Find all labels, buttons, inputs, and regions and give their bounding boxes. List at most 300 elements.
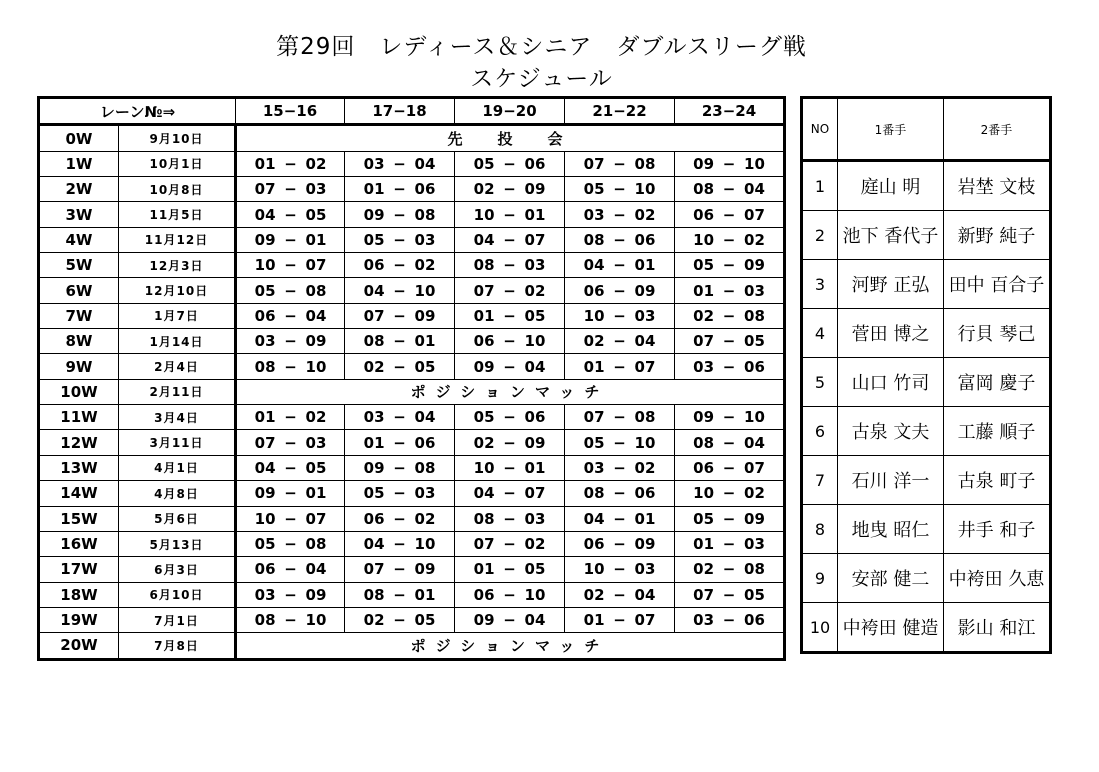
team-a-number: 07 [473,535,495,554]
pair-dash: − [393,281,406,300]
second-player: 井手 和子 [944,505,1051,554]
team-b-number: 08 [305,281,327,300]
team-a-number: 05 [363,484,385,503]
team-b-number: 07 [305,509,327,528]
pair-dash: − [722,357,736,376]
schedule-row [39,329,785,354]
week-cell: 16W [39,531,119,556]
team-b-number: 02 [744,230,765,249]
pairing-cell [675,151,785,176]
date-cell: 3月4日 [119,405,236,430]
pairing-cell [236,506,345,531]
team-a-number: 06 [254,306,276,325]
team-row [802,456,1051,505]
pairing-cell [455,303,565,328]
schedule-row [39,253,785,278]
team-b-number: 05 [744,332,765,351]
event-cell: 先 投 会 [236,125,785,151]
pairing-cell [565,303,675,328]
team-a-number: 05 [473,154,495,173]
pair-dash: − [613,458,626,477]
team-a-number: 06 [363,256,385,275]
team-b-number: 09 [744,256,765,275]
date-cell: 6月3日 [119,557,236,582]
team-b-number: 05 [414,611,436,630]
team-a-number: 04 [583,256,605,275]
pair-dash: − [503,560,516,579]
pair-dash: − [284,205,297,224]
team-a-number: 02 [693,560,715,579]
team-a-number: 03 [583,205,605,224]
week-cell: 10W [39,379,119,404]
team-a-number: 03 [254,332,276,351]
team-a-number: 02 [363,357,385,376]
pairing-cell [565,607,675,632]
pair-dash: − [613,281,626,300]
team-b-number: 09 [524,433,546,452]
pairing-cell [455,531,565,556]
pairing-cell [345,582,455,607]
pair-dash: − [393,357,406,376]
team-b-number: 07 [634,357,656,376]
pair-dash: − [613,611,626,630]
pair-dash: − [393,560,406,579]
pairing-cell [236,202,345,227]
date-cell: 9月10日 [119,125,236,151]
pair-dash: − [613,408,626,427]
pairing-cell [236,329,345,354]
team-b-number: 06 [744,357,765,376]
date-cell: 11月5日 [119,202,236,227]
event-cell: ポジションマッチ [236,379,785,404]
team-b-number: 05 [524,560,546,579]
pairing-cell [236,430,345,455]
pairing-cell [455,329,565,354]
team-a-number: 01 [583,611,605,630]
pairing-cell [675,481,785,506]
team-b-number: 10 [305,611,327,630]
team-row [802,505,1051,554]
pairing-cell [455,253,565,278]
team-b-number: 10 [634,433,656,452]
date-cell: 6月10日 [119,582,236,607]
pair-dash: − [393,408,406,427]
pairing-cell [455,354,565,379]
pairing-cell [236,481,345,506]
pairing-cell [565,481,675,506]
pair-dash: − [284,535,297,554]
team-a-number: 10 [254,509,276,528]
team-b-number: 10 [524,332,546,351]
team-b-number: 06 [524,154,546,173]
pair-dash: − [393,256,406,275]
team-a-number: 07 [363,560,385,579]
date-cell: 4月8日 [119,481,236,506]
players-header-row [802,98,1051,161]
pair-dash: − [393,180,406,199]
week-cell: 7W [39,303,119,328]
pairing-cell [455,557,565,582]
pairing-cell [455,607,565,632]
team-number: 8 [802,505,838,554]
pair-dash: − [722,230,736,249]
second-player: 田中 百合子 [944,260,1051,309]
pair-dash: − [503,484,516,503]
pair-dash: − [722,433,736,452]
pair-dash: − [722,535,736,554]
date-cell: 5月13日 [119,531,236,556]
pairing-cell [675,531,785,556]
team-a-number: 10 [583,306,605,325]
team-b-number: 03 [634,560,656,579]
team-row [802,407,1051,456]
week-cell: 20W [39,633,119,659]
team-b-number: 10 [414,535,436,554]
pairing-cell [565,506,675,531]
team-b-number: 04 [305,560,327,579]
pairing-cell [236,531,345,556]
pairing-cell [345,481,455,506]
team-a-number: 01 [473,306,495,325]
pair-dash: − [393,306,406,325]
team-b-number: 10 [744,408,765,427]
pairing-cell [236,582,345,607]
pairing-cell [236,227,345,252]
pairing-cell [455,481,565,506]
team-b-number: 01 [414,332,436,351]
team-a-number: 03 [693,611,715,630]
team-b-number: 09 [634,281,656,300]
first-player: 中袴田 健造 [838,603,944,653]
lane-header: 19−20 [455,98,565,125]
pairing-cell [455,506,565,531]
pair-dash: − [284,281,297,300]
first-player: 古泉 文夫 [838,407,944,456]
team-a-number: 09 [363,205,385,224]
pairing-cell [455,151,565,176]
pair-dash: − [393,585,406,604]
team-a-number: 03 [363,154,385,173]
pair-dash: − [722,458,736,477]
pair-dash: − [284,408,297,427]
team-b-number: 10 [744,154,765,173]
team-a-number: 04 [473,484,495,503]
pair-dash: − [284,458,297,477]
second-player: 工藤 順子 [944,407,1051,456]
team-b-number: 02 [524,281,546,300]
pairing-cell [236,151,345,176]
pairing-cell [675,557,785,582]
pair-dash: − [503,230,516,249]
team-b-number: 01 [414,585,436,604]
pair-dash: − [722,484,736,503]
team-a-number: 10 [254,256,276,275]
week-cell: 18W [39,582,119,607]
team-a-number: 08 [583,484,605,503]
pair-dash: − [284,560,297,579]
team-a-number: 08 [473,509,495,528]
team-a-number: 01 [254,154,276,173]
pair-dash: − [613,560,626,579]
team-a-number: 10 [693,484,715,503]
pairing-cell [455,227,565,252]
team-a-number: 07 [583,154,605,173]
team-a-number: 02 [583,332,605,351]
pair-dash: − [393,458,406,477]
schedule-table [37,96,786,661]
team-a-number: 03 [363,408,385,427]
team-b-number: 04 [524,357,546,376]
team-row [802,554,1051,603]
pairing-cell [565,253,675,278]
team-a-number: 07 [363,306,385,325]
team-a-number: 05 [254,281,276,300]
pairing-cell [345,278,455,303]
schedule-row [39,633,785,659]
team-b-number: 08 [634,408,656,427]
pairing-cell [236,177,345,202]
team-b-number: 05 [305,205,327,224]
pairing-cell [565,430,675,455]
event-cell: ポジションマッチ [236,633,785,659]
pairing-cell [565,582,675,607]
second-player: 岩埜 文枝 [944,161,1051,211]
week-cell: 14W [39,481,119,506]
pairing-cell [345,202,455,227]
team-b-number: 04 [744,180,765,199]
team-a-number: 06 [473,332,495,351]
team-b-number: 09 [305,332,327,351]
team-b-number: 03 [414,484,436,503]
week-cell: 15W [39,506,119,531]
date-cell: 1月14日 [119,329,236,354]
team-b-number: 10 [305,357,327,376]
second-player: 古泉 町子 [944,456,1051,505]
pair-dash: − [503,256,516,275]
team-b-number: 03 [524,256,546,275]
second-player: 影山 和江 [944,603,1051,653]
team-number: 2 [802,211,838,260]
pair-dash: − [503,332,516,351]
team-a-number: 10 [693,230,715,249]
schedule-row [39,531,785,556]
team-a-number: 10 [583,560,605,579]
team-b-number: 01 [634,256,656,275]
pairing-cell [345,329,455,354]
team-a-number: 01 [693,535,715,554]
pairing-cell [675,202,785,227]
team-a-number: 02 [473,433,495,452]
pairing-cell [565,354,675,379]
team-b-number: 03 [634,306,656,325]
team-b-number: 05 [414,357,436,376]
pair-dash: − [613,180,626,199]
lane-header: 23−24 [675,98,785,125]
week-cell: 11W [39,405,119,430]
team-b-number: 09 [634,535,656,554]
team-a-number: 05 [254,535,276,554]
pairing-cell [675,405,785,430]
team-b-number: 05 [305,458,327,477]
team-a-number: 05 [363,230,385,249]
team-a-number: 07 [254,433,276,452]
team-b-number: 04 [305,306,327,325]
team-b-number: 09 [414,306,436,325]
team-b-number: 06 [634,484,656,503]
week-cell: 13W [39,455,119,480]
team-number: 5 [802,358,838,407]
pairing-cell [675,303,785,328]
schedule-row [39,278,785,303]
team-row [802,309,1051,358]
schedule-header-row [39,98,785,125]
pair-dash: − [722,306,736,325]
team-number: 4 [802,309,838,358]
team-a-number: 07 [254,180,276,199]
pair-dash: − [613,306,626,325]
team-b-number: 10 [414,281,436,300]
team-number: 7 [802,456,838,505]
team-b-number: 09 [744,509,765,528]
pair-dash: − [722,281,736,300]
team-a-number: 03 [254,585,276,604]
team-row [802,211,1051,260]
team-a-number: 09 [693,408,715,427]
pairing-cell [455,405,565,430]
team-b-number: 02 [414,509,436,528]
week-cell: 2W [39,177,119,202]
team-row [802,260,1051,309]
team-a-number: 01 [473,560,495,579]
week-cell: 8W [39,329,119,354]
date-cell: 10月1日 [119,151,236,176]
pair-dash: − [722,509,736,528]
pair-dash: − [284,585,297,604]
team-a-number: 01 [254,408,276,427]
first-player: 池下 香代子 [838,211,944,260]
pair-dash: − [722,154,736,173]
team-b-number: 05 [524,306,546,325]
pairing-cell [565,531,675,556]
team-b-number: 10 [524,585,546,604]
team-b-number: 04 [414,408,436,427]
pair-dash: − [284,433,297,452]
pairing-cell [565,151,675,176]
team-a-number: 04 [583,509,605,528]
lane-header-label: レーン№⇒ [39,98,236,125]
pairing-cell [236,253,345,278]
pairing-cell [675,582,785,607]
team-a-number: 07 [473,281,495,300]
schedule-row [39,430,785,455]
pair-dash: − [393,154,406,173]
pair-dash: − [503,357,516,376]
document-title: 第29回 レディース＆シニア ダブルスリーグ戦 [276,34,807,60]
pairing-cell [345,253,455,278]
week-cell: 1W [39,151,119,176]
week-cell: 17W [39,557,119,582]
team-b-number: 01 [305,230,327,249]
lane-header: 21−22 [565,98,675,125]
team-a-number: 04 [254,205,276,224]
schedule-row [39,582,785,607]
team-a-number: 02 [583,585,605,604]
pairing-cell [455,430,565,455]
pair-dash: − [503,433,516,452]
first-player: 山口 竹司 [838,358,944,407]
pair-dash: − [722,256,736,275]
week-cell: 5W [39,253,119,278]
pairing-cell [345,177,455,202]
team-b-number: 06 [524,408,546,427]
pairing-cell [345,531,455,556]
team-b-number: 07 [744,205,765,224]
team-b-number: 09 [524,180,546,199]
team-number: 1 [802,161,838,211]
week-cell: 19W [39,607,119,632]
schedule-row [39,379,785,404]
team-a-number: 02 [473,180,495,199]
team-a-number: 04 [363,535,385,554]
pair-dash: − [284,154,297,173]
pairing-cell [345,151,455,176]
team-b-number: 08 [414,205,436,224]
date-cell: 1月7日 [119,303,236,328]
team-b-number: 06 [744,611,765,630]
lane-header: 17−18 [345,98,455,125]
team-a-number: 05 [583,180,605,199]
team-b-number: 08 [744,560,765,579]
pairing-cell [565,557,675,582]
schedule-row [39,151,785,176]
team-a-number: 01 [363,180,385,199]
pairing-cell [455,278,565,303]
pairing-cell [455,177,565,202]
date-cell: 2月4日 [119,354,236,379]
pairing-cell [675,227,785,252]
pair-dash: − [284,357,297,376]
schedule-row [39,303,785,328]
team-b-number: 02 [305,154,327,173]
pair-dash: − [722,180,736,199]
pair-dash: − [613,154,626,173]
pair-dash: − [284,611,297,630]
pairing-cell [565,177,675,202]
pair-dash: − [503,408,516,427]
team-a-number: 01 [363,433,385,452]
first-player: 石川 洋一 [838,456,944,505]
week-cell: 4W [39,227,119,252]
date-cell: 2月11日 [119,379,236,404]
team-a-number: 08 [473,256,495,275]
team-b-number: 03 [414,230,436,249]
pair-dash: − [393,433,406,452]
team-b-number: 02 [524,535,546,554]
team-b-number: 06 [414,433,436,452]
team-a-number: 06 [693,458,715,477]
team-b-number: 03 [305,180,327,199]
team-b-number: 10 [634,180,656,199]
team-a-number: 08 [363,332,385,351]
team-a-number: 06 [473,585,495,604]
second-player: 新野 純子 [944,211,1051,260]
pair-dash: − [722,585,736,604]
team-b-number: 03 [744,281,765,300]
team-b-number: 08 [305,535,327,554]
team-a-number: 08 [583,230,605,249]
pairing-cell [675,506,785,531]
pair-dash: − [613,433,626,452]
